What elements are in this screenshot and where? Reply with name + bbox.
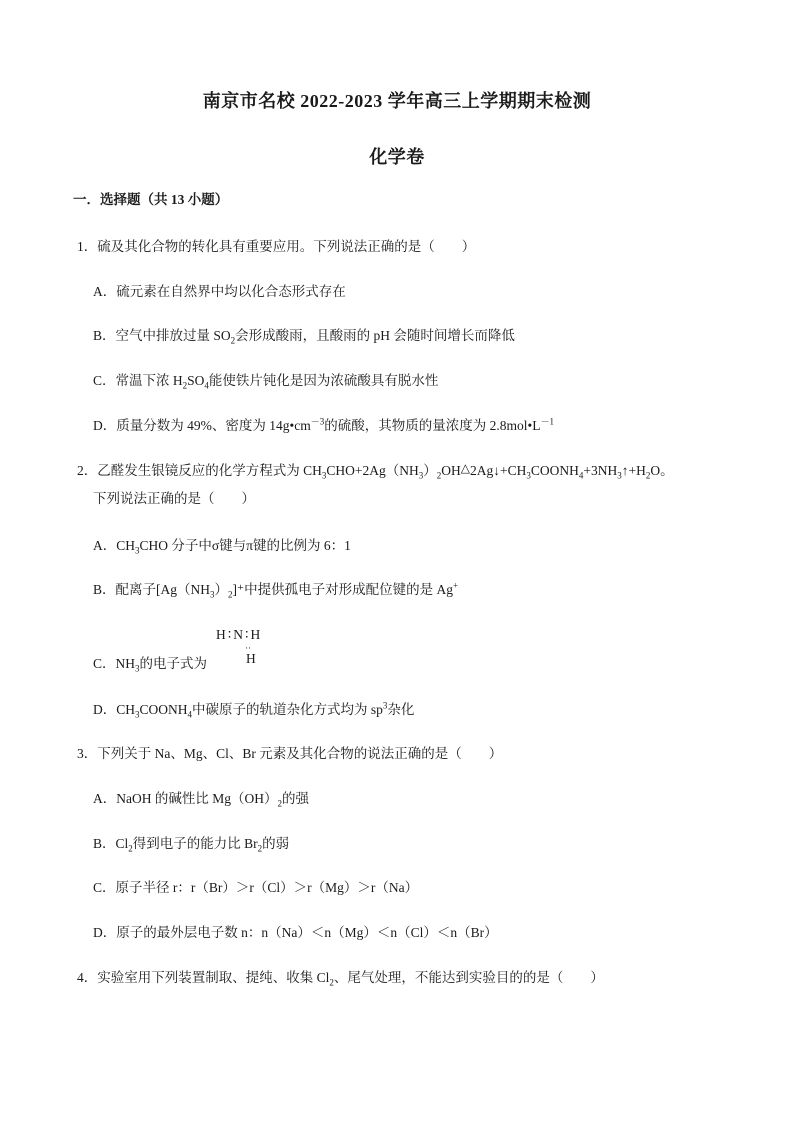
q4-stem: 4．实验室用下列装置制取、提纯、收集 $Cl_2$、尾气处理，不能达到实验目的的是（ ） [77, 970, 604, 988]
q2-stem-line2: 下列说法正确的是（ ） [93, 491, 255, 506]
electron-formula-top: H∶N∶H [216, 627, 263, 642]
section-heading: 一．选择题（共 13 小题） [73, 192, 229, 207]
q2-stem: 2．乙醛发生银镜反应的化学方程式为 $CH_3CHO+2Ag(NH_3)_2OH\triangle 2Ag↓+CH_3COONH_4+3NH_3↑+H_2O$。 [77, 461, 674, 481]
q3-stem: 3．下列关于 Na、Mg、Cl、Br 元素及其化合物的说法正确的是（ ） [77, 746, 503, 761]
q3-option-c: C．原子半径 r：r（Br）＞r（Cl）＞r（Mg）＞r（Na） [93, 880, 419, 895]
heat-symbol: △ [460, 461, 470, 475]
q2-option-b: B．配离子$[Ag(NH_3)_2]^+$中提供孤电子对形成配位键的是 Ag+ [93, 580, 459, 600]
q1-option-d: D．质量分数为 49%、密度为 $14g•cm^{-3}$的硫酸，其物质的量浓度为 $2.8mol•L^{-1}$ [93, 416, 554, 433]
q1-stem: 1．硫及其化合物的转化具有重要应用。下列说法正确的是（ ） [77, 239, 476, 254]
exam-title: 南京市名校 2022-2023 学年高三上学期期末检测 [202, 91, 592, 111]
electron-dots: ·· [245, 643, 251, 653]
q3-option-b: B．$Cl_2$得到电子的能力比 $Br_2$的弱 [93, 836, 290, 854]
q1-option-a: A．硫元素在自然界中均以化合态形式存在 [93, 284, 346, 299]
q2-option-d: D．$CH_3COONH_4$中碳原子的轨道杂化方式均为 $sp^3$杂化 [93, 700, 415, 720]
q1-option-b: B．空气中排放过量 $SO_2$会形成酸雨，且酸雨的 pH 会随时间增长而降低 [93, 328, 515, 346]
q3-option-d: D．原子的最外层电子数 n：n（Na）＜n（Mg）＜n（Cl）＜n（Br） [93, 925, 498, 940]
q2-option-a: A．$CH_3CHO$ 分子中σ键与π键的比例为 6：1 [93, 538, 351, 556]
q1-option-c: C．常温下浓 $H_2SO_4$能使铁片钝化是因为浓硫酸具有脱水性 [93, 373, 439, 391]
q3-option-a: A．NaOH 的碱性比 $Mg(OH)_2$的强 [93, 791, 309, 809]
q2-option-c: C．$NH_3$的电子式为 [93, 656, 208, 674]
exam-subtitle: 化学卷 [369, 147, 425, 167]
electron-formula-bottom: H [246, 651, 256, 666]
